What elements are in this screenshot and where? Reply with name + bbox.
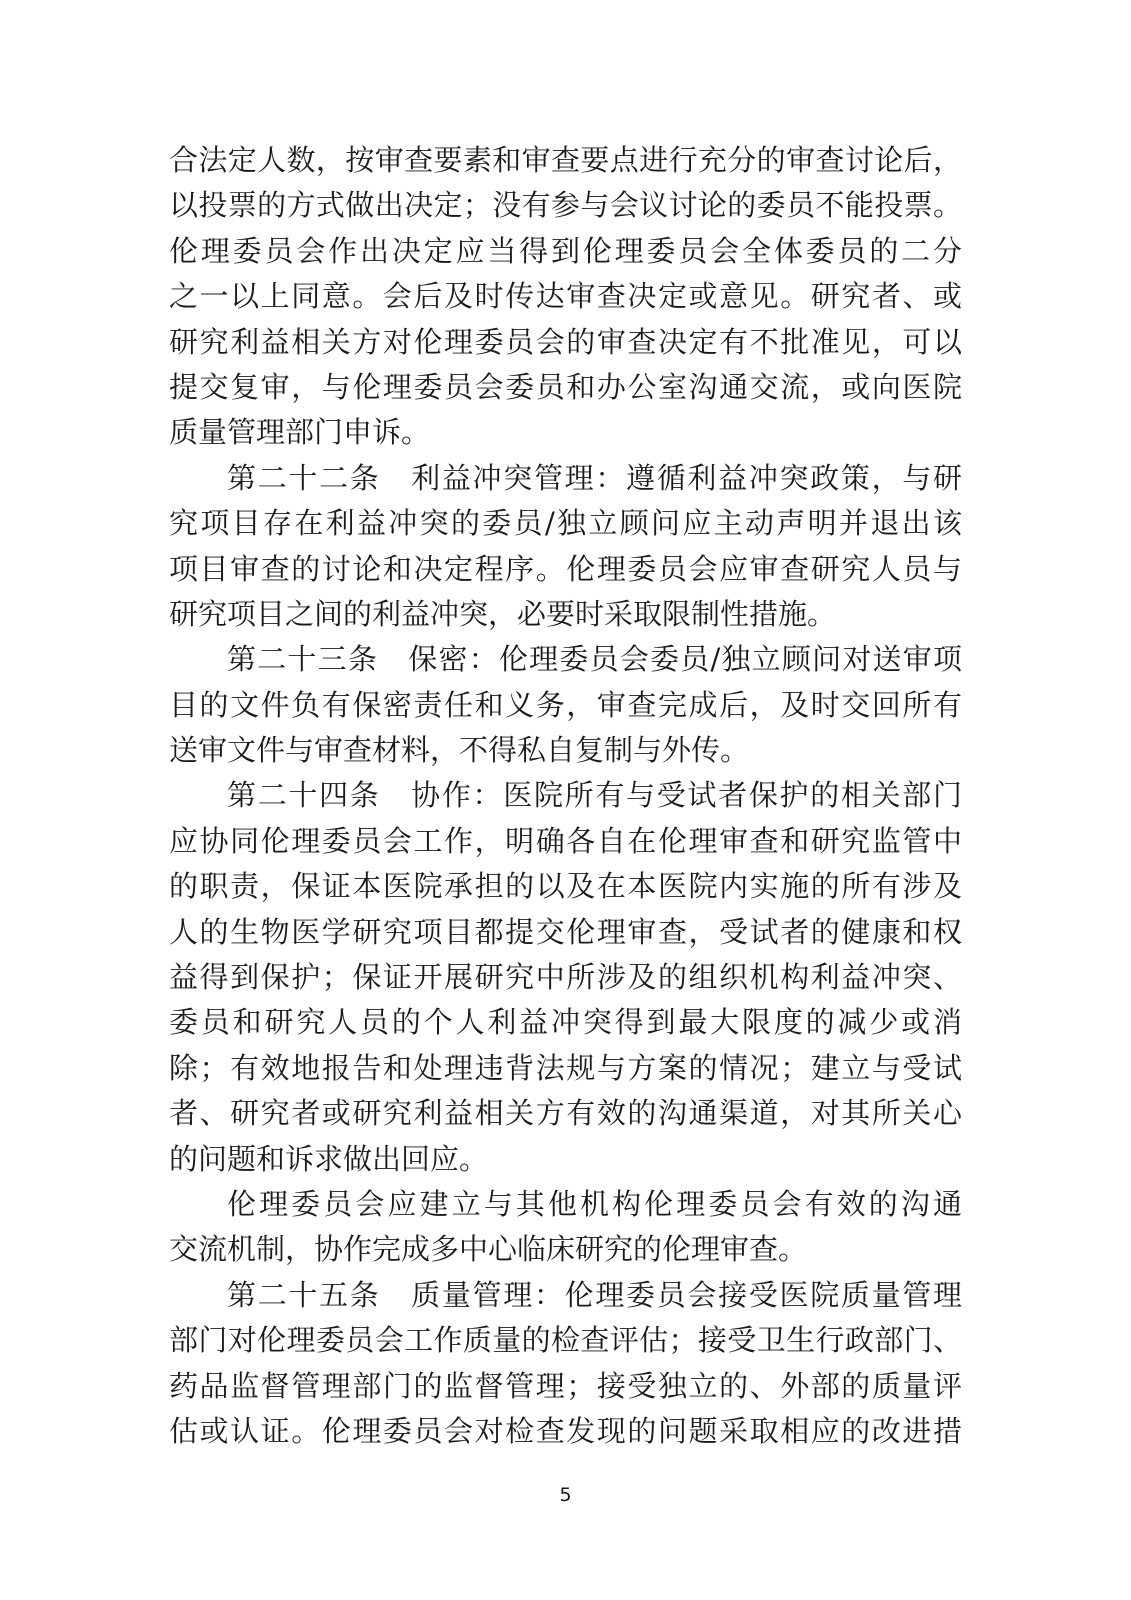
text-line: 提交复审，与伦理委员会委员和办公室沟通交流，或向医院 <box>169 369 962 404</box>
document-body <box>169 138 962 1454</box>
page-number: 5 <box>559 1484 572 1506</box>
text-line: 第二十三条 保密：伦理委员会委员/独立顾问对送审项 <box>227 642 962 677</box>
text-line: 估或认证。伦理委员会对检查发现的问题采取相应的改进措 <box>169 1413 962 1448</box>
text-line: 合法定人数，按审查要素和审查要点进行充分的审查讨论后， <box>169 143 962 177</box>
text-line: 伦理委员会应建立与其他机构伦理委员会有效的沟通 <box>227 1186 962 1221</box>
text-line: 第二十二条 利益冲突管理：遵循利益冲突政策，与研 <box>227 460 962 495</box>
text-line: 人的生物医学研究项目都提交伦理审查，受试者的健康和权 <box>169 914 962 949</box>
text-line: 部门对伦理委员会工作质量的检查评估；接受卫生行政部门、 <box>169 1323 962 1358</box>
text-line: 的问题和诉求做出回应。 <box>169 1141 489 1176</box>
text-line: 质量管理部门申诉。 <box>169 415 431 450</box>
text-line: 研究利益相关方对伦理委员会的审查决定有不批准见，可以 <box>169 324 962 359</box>
text-line: 送审文件与审查材料，不得私自复制与外传。 <box>169 733 750 768</box>
text-line: 项目审查的讨论和决定程序。伦理委员会应审查研究人员与 <box>169 551 962 586</box>
text-line: 目的文件负有保密责任和义务，审查完成后，及时交回所有 <box>169 687 962 722</box>
text-line: 益得到保护；保证开展研究中所涉及的组织机构利益冲突、 <box>169 960 962 995</box>
text-line: 第二十五条 质量管理：伦理委员会接受医院质量管理 <box>227 1277 962 1312</box>
page-footer <box>0 1484 1131 1506</box>
text-line: 伦理委员会作出决定应当得到伦理委员会全体委员的二分 <box>169 233 962 268</box>
text-line: 药品监督管理部门的监督管理；接受独立的、外部的质量评 <box>169 1368 962 1403</box>
text-line: 究项目存在利益冲突的委员/独立顾问应主动声明并退出该 <box>169 506 962 541</box>
text-line: 交流机制，协作完成多中心临床研究的伦理审查。 <box>169 1232 808 1267</box>
text-line: 以投票的方式做出决定；没有参与会议讨论的委员不能投票。 <box>169 188 962 223</box>
text-line: 委员和研究人员的个人利益冲突得到最大限度的减少或消 <box>169 1005 962 1040</box>
text-line: 研究项目之间的利益冲突，必要时采取限制性措施。 <box>169 596 837 631</box>
text-line: 应协同伦理委员会工作，明确各自在伦理审查和研究监管中 <box>169 823 962 858</box>
text-line: 者、研究者或研究利益相关方有效的沟通渠道，对其所关心 <box>169 1096 962 1131</box>
text-line: 除；有效地报告和处理违背法规与方案的情况；建立与受试 <box>169 1050 962 1085</box>
text-line: 第二十四条 协作：医院所有与受试者保护的相关部门 <box>227 778 962 813</box>
text-line: 的职责，保证本医院承担的以及在本医院内实施的所有涉及 <box>169 869 962 904</box>
text-line: 之一以上同意。会后及时传达审查决定或意见。研究者、或 <box>169 279 962 314</box>
